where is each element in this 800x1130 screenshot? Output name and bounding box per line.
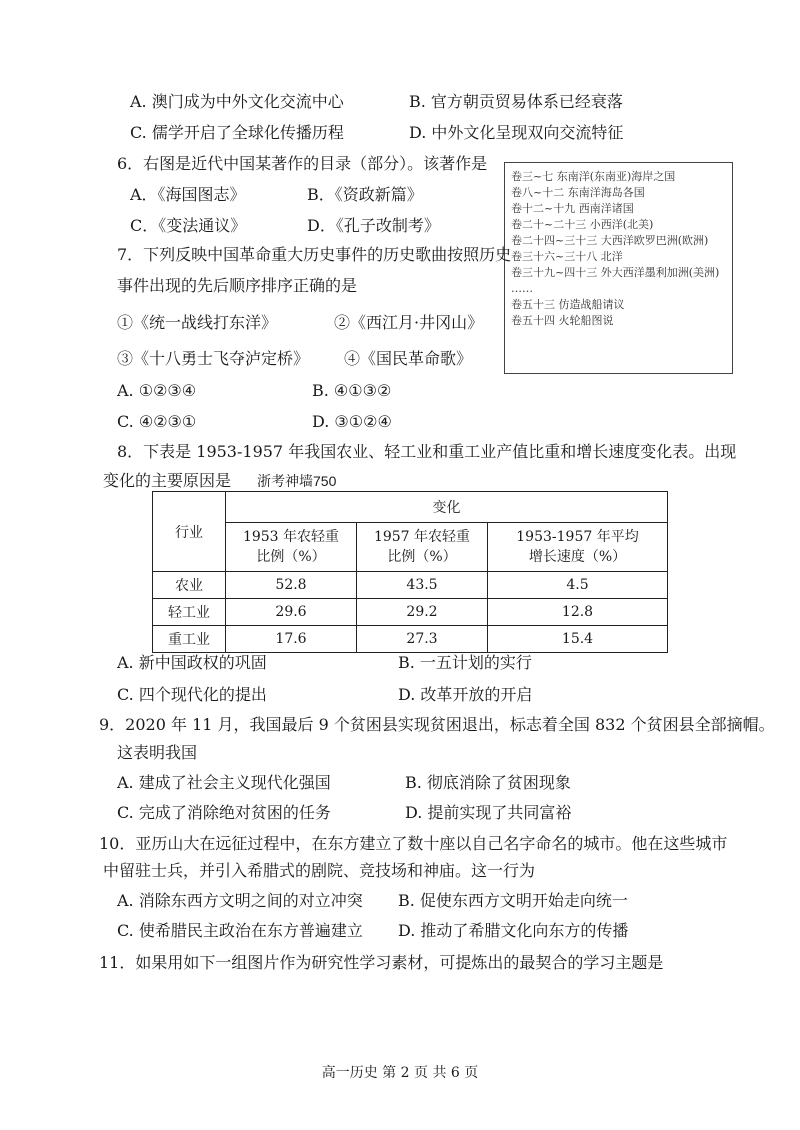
- q5-option-d: D. 中外文化呈现双向交流特征: [409, 123, 624, 142]
- q7-option-a: A. ①②③④: [117, 381, 197, 400]
- table-cell: 27.3: [357, 626, 488, 653]
- q8-stem-line2: 变化的主要原因是: [103, 471, 232, 490]
- table-cell: 29.6: [226, 599, 357, 626]
- toc-entry: 卷三十六~三十八 北洋: [511, 250, 623, 263]
- table-cell: 17.6: [226, 626, 357, 653]
- q9-option-b: B. 彻底消除了贫困现象: [405, 773, 571, 792]
- toc-entry: 卷五十四 火轮船图说: [511, 314, 614, 327]
- toc-entry: 卷二十~二十三 小西洋(北美): [511, 218, 654, 231]
- q9-option-c: C. 完成了消除绝对贫困的任务: [117, 803, 331, 822]
- table-header-industry: 行业: [153, 492, 226, 572]
- table-header-1953: 1953 年农轻重 比例（%）: [226, 523, 357, 572]
- q10-option-c: C. 使希腊民主政治在东方普遍建立: [117, 921, 363, 940]
- q9-stem-line1: 9．2020 年 11 月，我国最后 9 个贫困县实现贫困退出，标志着全国 832 个贫困县全部摘帽。: [99, 715, 775, 734]
- q7-stem-line2: 事件出现的先后顺序排序正确的是: [117, 276, 358, 295]
- toc-entry: ……: [511, 282, 533, 295]
- q7-option-c: C. ④②③①: [117, 412, 197, 431]
- q10-option-d: D. 推动了希腊文化向东方的传播: [398, 921, 629, 940]
- q9-option-a: A. 建成了社会主义现代化强国: [117, 773, 331, 792]
- q7-option-b: B. ④①③②: [312, 381, 392, 400]
- table-header-1957: 1957 年农轻重 比例（%）: [357, 523, 488, 572]
- q7-option-d: D. ③①②④: [312, 412, 392, 431]
- q6-table-of-contents: [504, 162, 733, 374]
- q8-data-table: [152, 491, 668, 653]
- table-cell: 农业: [153, 572, 226, 599]
- q6-option-b: B．《资政新篇》: [307, 185, 423, 204]
- table-cell: 15.4: [488, 626, 668, 653]
- q5-option-b: B. 官方朝贡贸易体系已经衰落: [409, 92, 623, 111]
- q8-option-c: C. 四个现代化的提出: [117, 685, 267, 704]
- toc-entry: 卷三~七 东南洋(东南亚)海岸之国: [511, 170, 676, 183]
- table-cell: 4.5: [488, 572, 668, 599]
- q10-stem-line2: 中留驻士兵，并引入希腊式的剧院、竞技场和神庙。这一行为: [103, 861, 536, 880]
- watermark-text: 浙考神墙750: [257, 473, 337, 489]
- table-row: [153, 599, 668, 626]
- table-cell: 12.8: [488, 599, 668, 626]
- q8-option-d: D. 改革开放的开启: [398, 685, 533, 704]
- toc-entry: 卷三十九~四十三 外大西洋墨利加洲(美洲): [511, 266, 720, 279]
- toc-entry: 卷十二~十九 西南洋诸国: [511, 202, 634, 215]
- q11-stem: 11．如果用如下一组图片作为研究性学习素材，可提炼出的最契合的学习主题是: [99, 953, 664, 972]
- q8-stem-line1: 8．下表是 1953-1957 年我国农业、轻工业和重工业产值比重和增长速度变化表。出现: [117, 442, 737, 461]
- table-header-change: 变化: [226, 492, 668, 523]
- table-row: [153, 626, 668, 653]
- q7-item-1: ①《统一战线打东洋》: [117, 313, 278, 332]
- toc-entry: 卷二十四~三十三 大西洋欧罗巴洲(欧洲): [511, 234, 709, 247]
- q7-item-4: ④《国民革命歌》: [344, 349, 473, 368]
- q10-option-a: A. 消除东西方文明之间的对立冲突: [117, 891, 363, 910]
- q6-option-a: A．《海国图志》: [130, 185, 246, 204]
- q8-option-b: B. 一五计划的实行: [398, 653, 532, 672]
- table-cell: 29.2: [357, 599, 488, 626]
- q7-stem-line1: 7．下列反映中国革命重大历史事件的历史歌曲按照历史: [117, 245, 512, 264]
- q6-option-c: C．《变法通议》: [130, 216, 247, 235]
- q5-option-a: A. 澳门成为中外文化交流中心: [130, 92, 344, 111]
- q10-stem-line1: 10．亚历山大在远征过程中，在东方建立了数十座以自己名字命名的城市。他在这些城市: [99, 834, 728, 853]
- q7-item-3: ③《十八勇士飞夺泸定桥》: [117, 349, 310, 368]
- table-cell: 52.8: [226, 572, 357, 599]
- q9-option-d: D. 提前实现了共同富裕: [405, 803, 572, 822]
- q8-option-a: A. 新中国政权的巩固: [117, 653, 267, 672]
- toc-entry: 卷五十三 仿造战船请议: [511, 298, 625, 311]
- q5-option-c: C. 儒学开启了全球化传播历程: [130, 123, 344, 142]
- table-header-growth: 1953-1957 年平均 增长速度（%）: [488, 523, 668, 572]
- page-footer: 高一历史 第 2 页 共 6 页: [321, 1065, 479, 1081]
- q7-item-2: ②《西江月·井冈山》: [334, 313, 484, 332]
- table-cell: 重工业: [153, 626, 226, 653]
- q6-option-d: D．《孔子改制考》: [307, 216, 440, 235]
- q9-stem-line2: 这表明我国: [117, 743, 198, 762]
- q10-option-b: B. 促使东西方文明开始走向统一: [398, 891, 628, 910]
- table-cell: 43.5: [357, 572, 488, 599]
- table-cell: 轻工业: [153, 599, 226, 626]
- q6-stem: 6．右图是近代中国某著作的目录（部分）。该著作是: [117, 154, 488, 173]
- toc-entry: 卷八~十二 东南洋海岛各国: [511, 186, 645, 199]
- table-row: [153, 572, 668, 599]
